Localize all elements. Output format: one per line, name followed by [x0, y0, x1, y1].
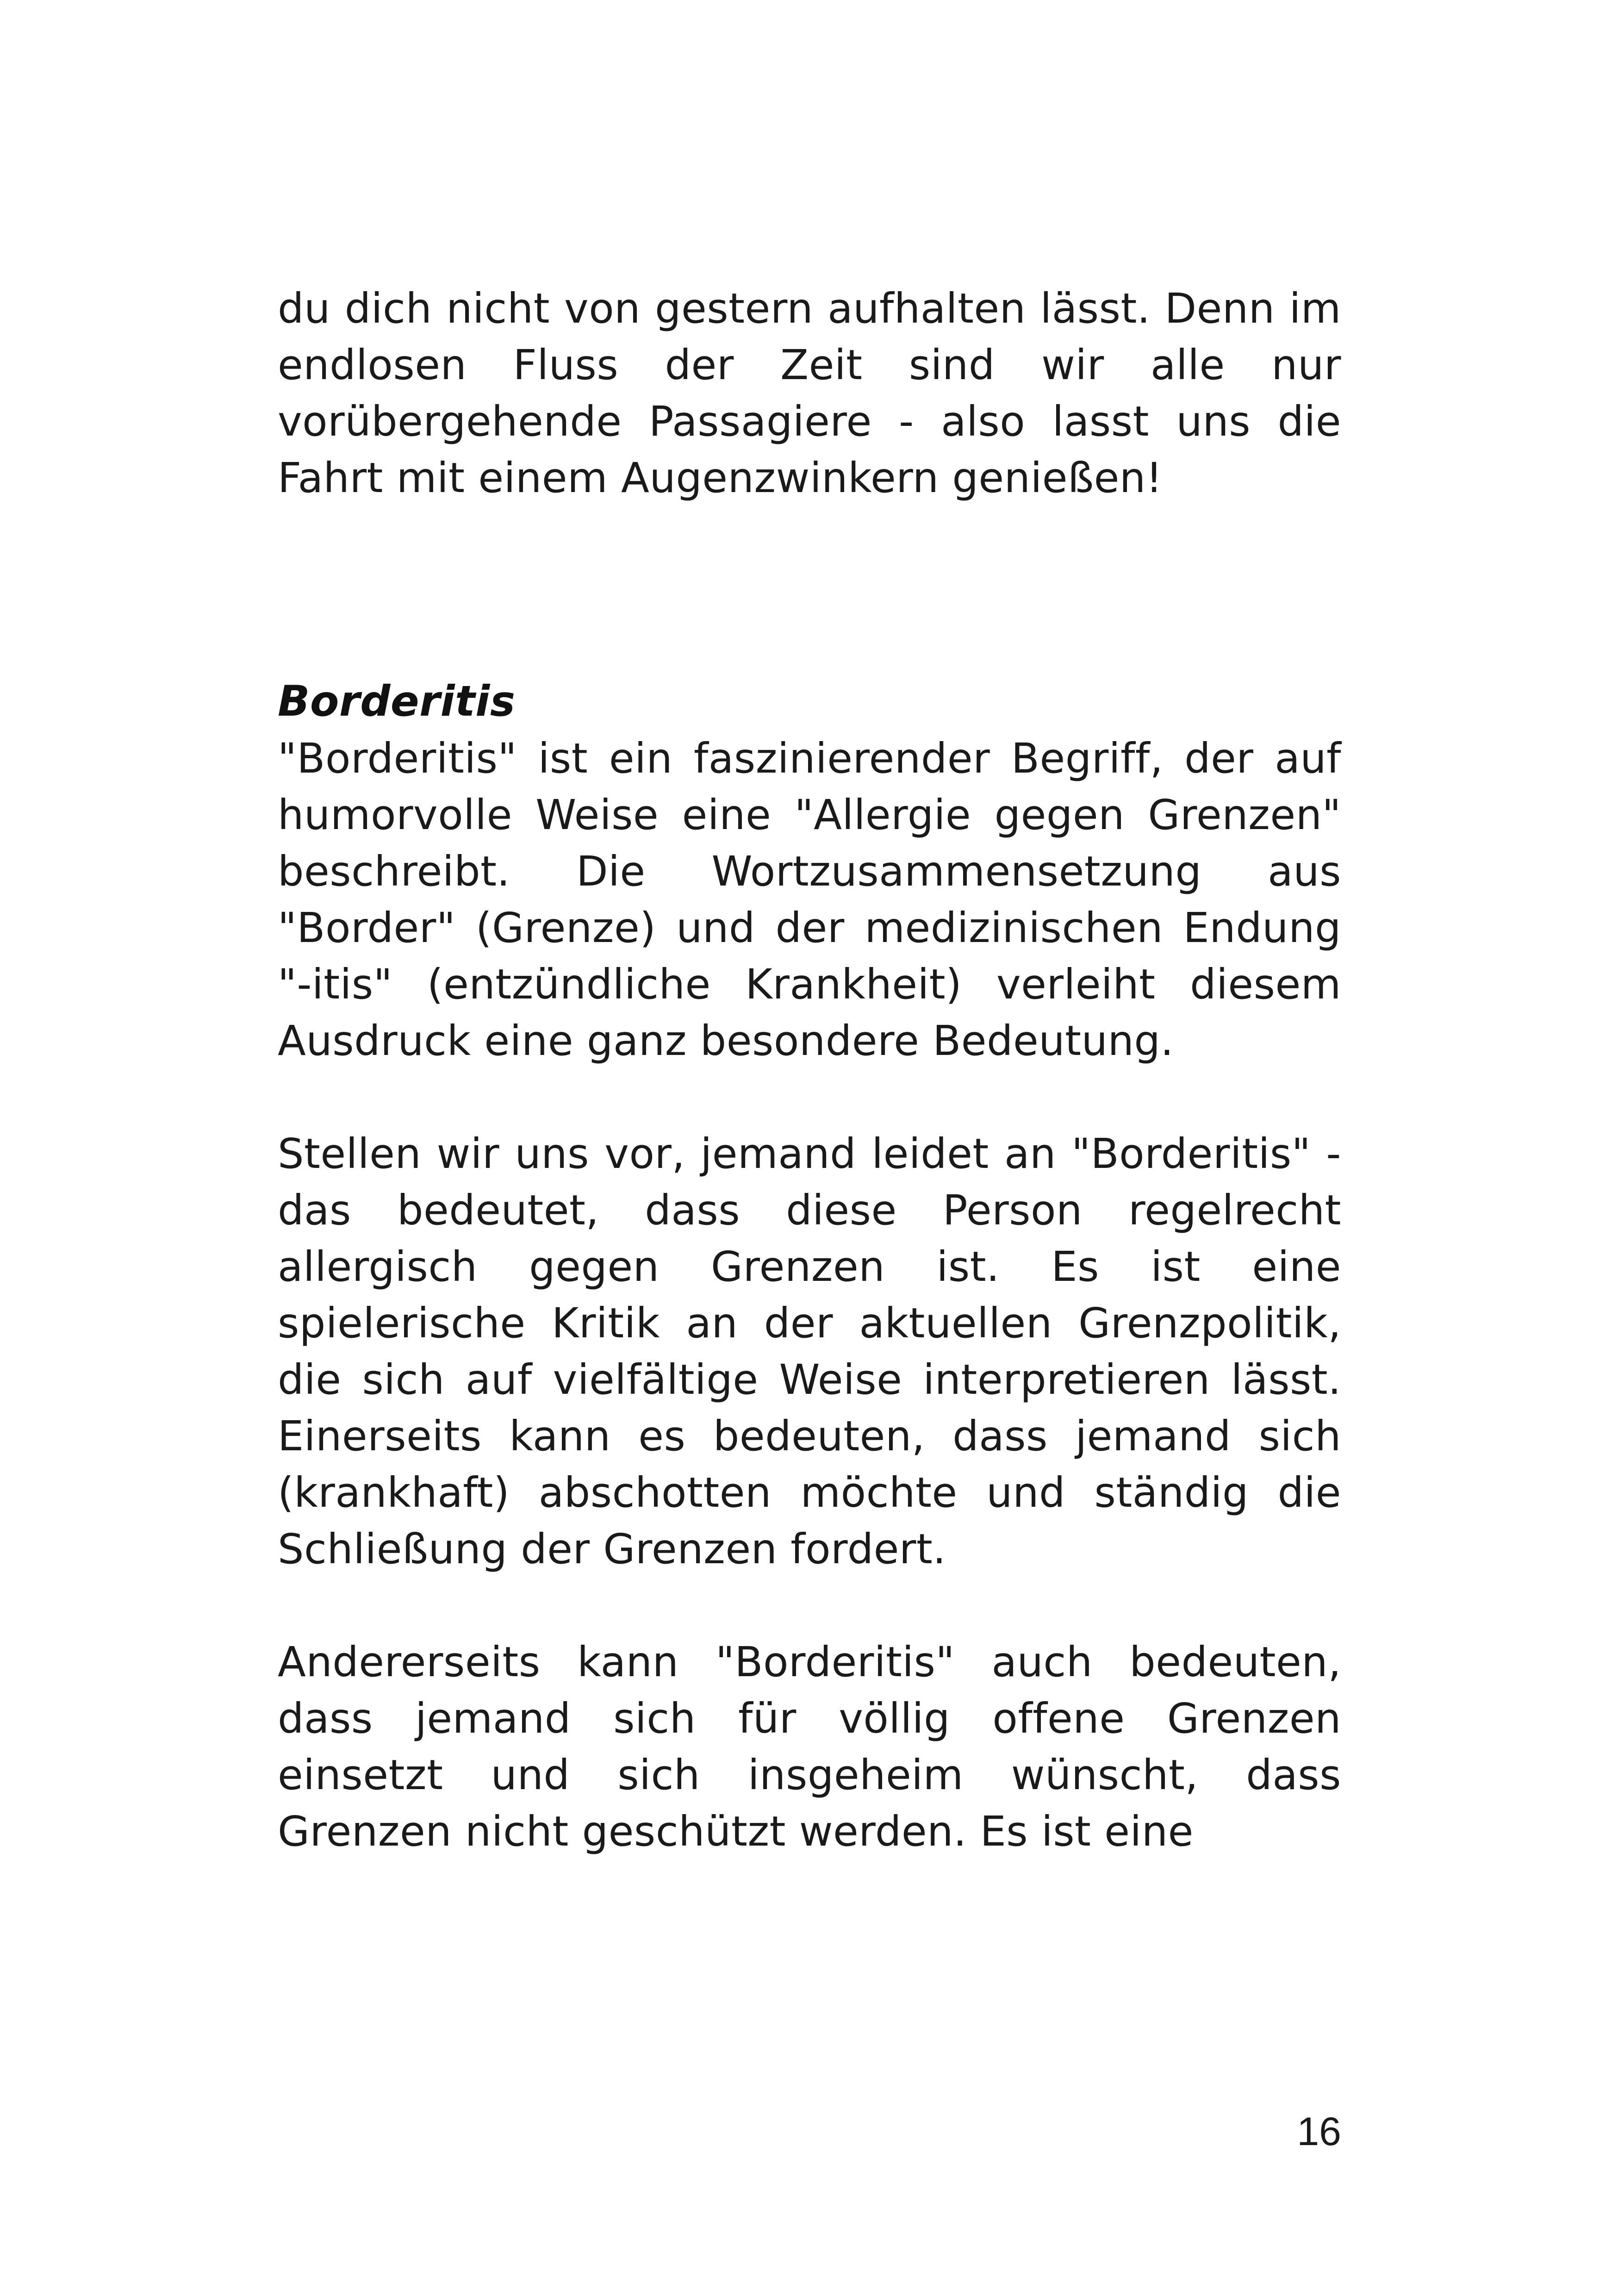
intro-text-block: [278, 280, 1341, 506]
page-number: 16: [1297, 2109, 1341, 2154]
section-paragraph-2: Stellen wir uns vor, jemand leidet an "Borderitis" - das bedeutet, dass diese Person regelrecht allergisch gegen Grenzen ist. Es ist eine spielerische Kritik an der aktuellen Grenzpolitik, die sich auf vielfältige Weise interpretieren lässt. Einerseits kann es bedeuten, dass jemand sich (krankhaft) abschotten möchte und ständig die Schließung der Grenzen fordert.: [278, 1129, 1341, 1573]
intro-paragraph: du dich nicht von gestern aufhalten lässt. Denn im endlosen Fluss der Zeit sind wir alle nur vorübergehende Passagiere - also lasst uns die Fahrt mit einem Augenzwinkern genießen!: [278, 284, 1341, 502]
section-paragraph-1: "Borderitis" ist ein faszinierender Begriff, der auf humorvolle Weise eine "Allergie gegen Grenzen" beschreibt. Die Wortzusammensetzung aus "Border" (Grenze) und der medizinischen Endung "-itis" (entzündliche Krankheit) verleiht diesem Ausdruck eine ganz besondere Bedeutung.: [278, 734, 1341, 1065]
section-paragraph-3: Andererseits kann "Borderitis" auch bedeuten, dass jemand sich für völlig offene Grenzen einsetzt und sich insgeheim wünscht, dass Grenzen nicht geschützt werden. Es ist eine: [278, 1638, 1341, 1855]
section-heading: Borderitis: [278, 677, 516, 726]
section-borderitis: [278, 674, 1341, 1859]
